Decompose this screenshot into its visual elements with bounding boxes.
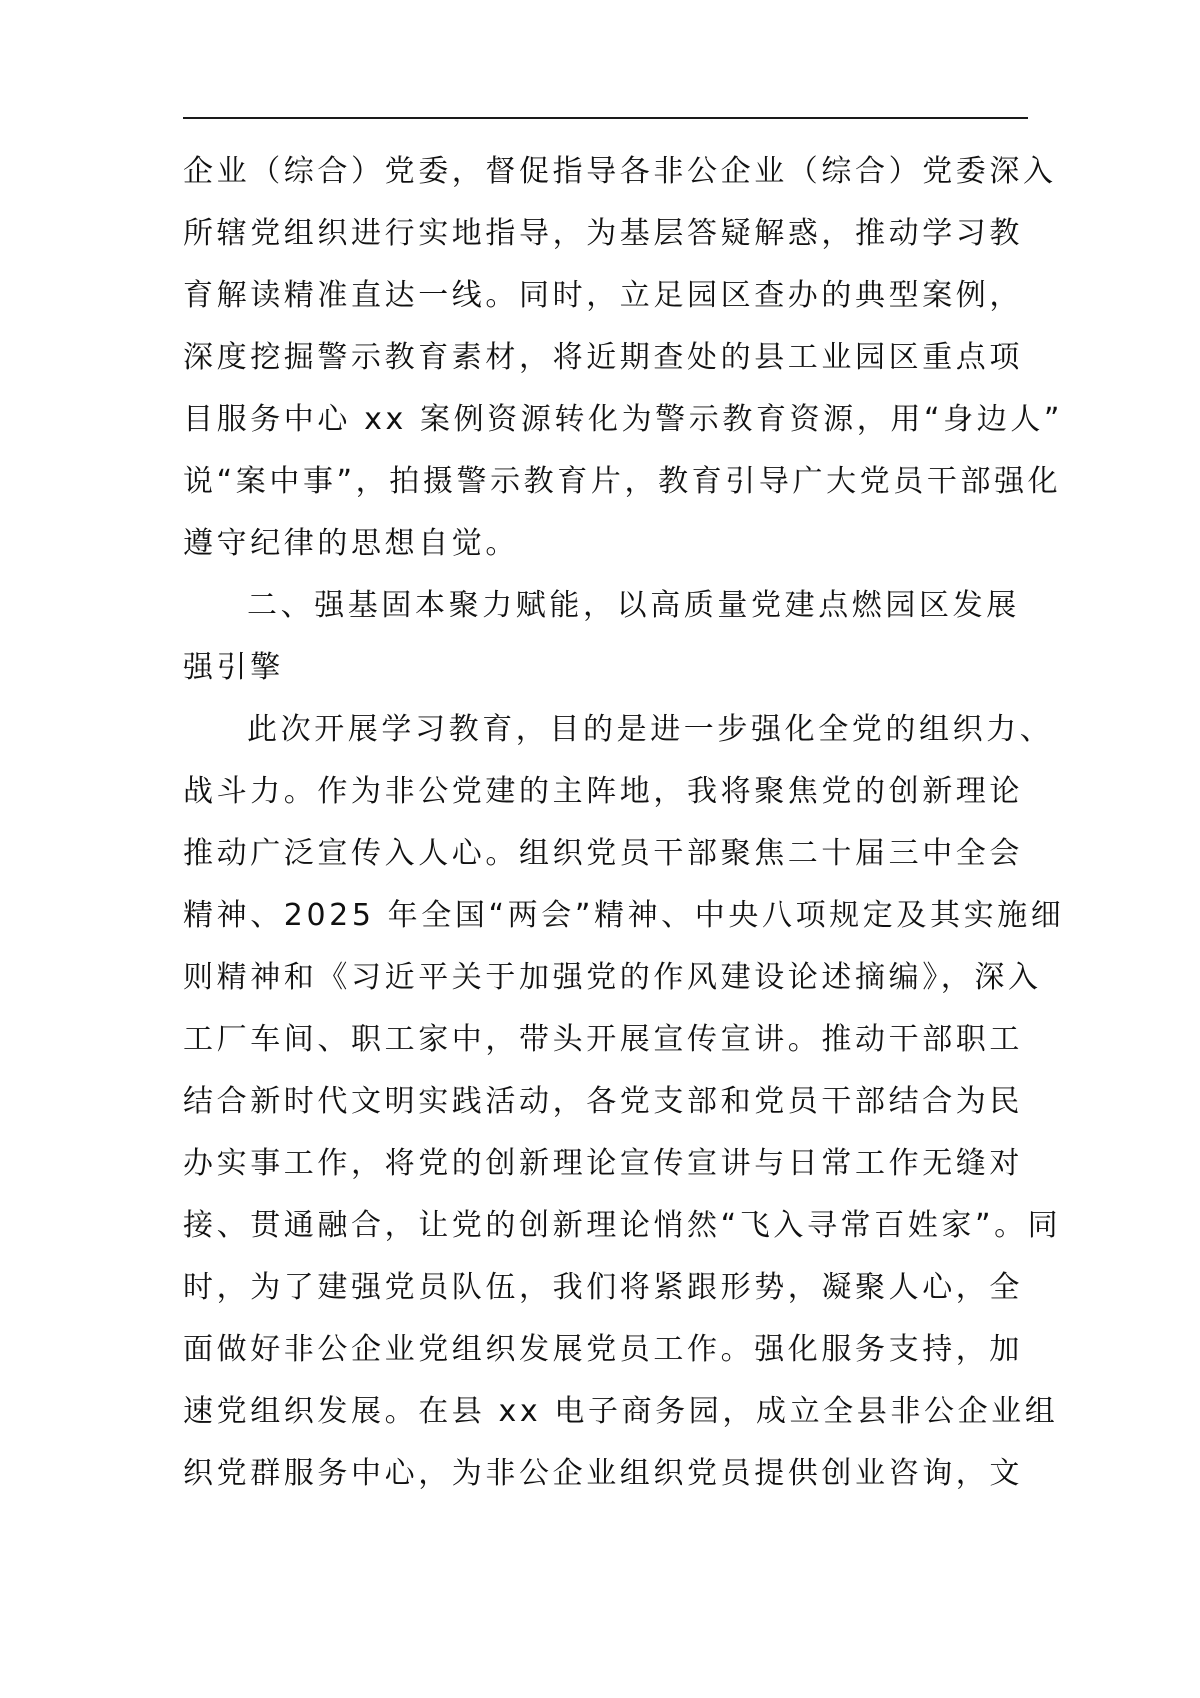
paragraph-line: 时，为了建强党员队伍，我们将紧跟形势，凝聚人心，全: [183, 1270, 1023, 1305]
paragraph-line: 速党组织发展。在县 xx 电子商务园，成立全县非公企业组: [183, 1394, 1059, 1429]
paragraph-line: 深度挖掘警示教育素材，将近期查处的县工业园区重点项: [183, 340, 1023, 375]
paragraph-line: 则精神和《习近平关于加强党的作风建设论述摘编》，深入: [183, 960, 1042, 995]
header-rule: [183, 117, 1028, 119]
section-heading-line: 二、强基固本聚力赋能，以高质量党建点燃园区发展: [247, 588, 1020, 623]
paragraph-line: 此次开展学习教育，目的是进一步强化全党的组织力、: [247, 712, 1054, 747]
paragraph-line: 精神、2025 年全国“两会”精神、中央八项规定及其实施细: [183, 898, 1065, 933]
paragraph-line: 推动广泛宣传入人心。组织党员干部聚焦二十届三中全会: [183, 836, 1023, 871]
paragraph-line: 所辖党组织进行实地指导，为基层答疑解惑，推动学习教: [183, 216, 1023, 251]
paragraph-line: 结合新时代文明实践活动，各党支部和党员干部结合为民: [183, 1084, 1023, 1119]
paragraph-line: 面做好非公企业党组织发展党员工作。强化服务支持，加: [183, 1332, 1023, 1367]
paragraph-line: 工厂车间、职工家中，带头开展宣传宣讲。推动干部职工: [183, 1022, 1023, 1057]
paragraph-line: 育解读精准直达一线。同时，立足园区查办的典型案例，: [183, 278, 1023, 313]
paragraph-line: 战斗力。作为非公党建的主阵地，我将聚焦党的创新理论: [183, 774, 1023, 809]
paragraph-line: 目服务中心 xx 案例资源转化为警示教育资源，用“身边人”: [183, 402, 1064, 437]
paragraph-line: 说“案中事”，拍摄警示教育片，教育引导广大党员干部强化: [183, 464, 1062, 499]
paragraph-line: 遵守纪律的思想自觉。: [183, 526, 519, 561]
section-heading-line: 强引擎: [183, 650, 284, 685]
paragraph-line: 接、贯通融合，让党的创新理论悄然“飞入寻常百姓家”。同: [183, 1208, 1062, 1243]
paragraph-line: 办实事工作，将党的创新理论宣传宣讲与日常工作无缝对: [183, 1146, 1023, 1181]
paragraph-line: 织党群服务中心，为非公企业组织党员提供创业咨询，文: [183, 1456, 1023, 1491]
paragraph-line: 企业（综合）党委，督促指导各非公企业（综合）党委深入: [183, 154, 1057, 189]
